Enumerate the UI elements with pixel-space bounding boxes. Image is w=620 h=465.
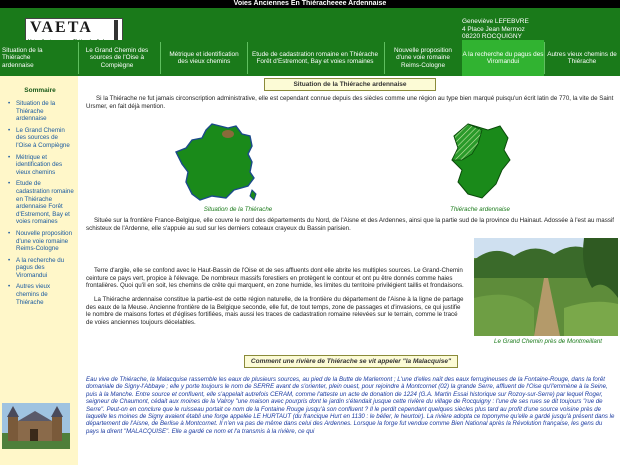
main-nav bbox=[0, 40, 620, 76]
page-heading: Situation de la Thiérache ardennaise bbox=[264, 78, 436, 91]
castle-image bbox=[2, 403, 70, 449]
section2-text: Eau vive de Thiérache, la Malacquise rassemble les eaux de plusieurs sources, au pied de la Butte de Marlemont ; L'une d'elles naît des eaux ferrugineuses de la Fontaine-Rouge, dans la forêt domaniale de Signy-l'Abbaye ; elle y porte toujours le nom de SERRE avant de s'orienter, plein ouest, pour rejoindre à Montcornet (02) la grande Serre, affluent de l'Oise qu'l'emmène à la Seine, puis à la Manche. Entre source et confluent, elle s'appelait autrefois CERAM, comme l'atteste un acte de donation de 1224 (G.A. Martin Essai historique sur Rozoy-sur-Serre) par lequel Roger, seigneur de Chaumont, cédait aux moines de la Valroy "une maison avec pourpris dont le jardin s'étendait jusque cette rivière du village de Rocquigny : l'une de ses rues se dit toujours "rue de Serre". Peut-on en conclure que le ruisseau portait ce nom de la Fontaine Rouge jusqu'à son confluent ? Il le perdit cependant quelques siècles plus tard au profit d'une source voisine près de laquelle les moines de Signy avaient établi une forge appelée LE HURTAUT (du francique Hurt en 1130 : le bélier, le heurtoir). La rivière adopta ce toponyme qu'elle a gardé jusqu'à présent dans le département de l'Aisne, de Berlise à Montcornet. Il n'en va pas de même dans celui des Ardennes. Lorsque la forge fut vendue comme Bien National après la Révolution française, les gens du pays la dirent "MALACQUISE". Elle a gardé ce nom et l'a transmis à la rivière, ce qui bbox=[86, 376, 615, 435]
nav-cadastration[interactable]: Etude de cadastration romaine en Thiérache Forêt d'Estremont, Bay et voies romaines bbox=[252, 50, 378, 65]
photo-caption: Le Grand Chemin près de Montmeillant bbox=[494, 338, 602, 345]
sidebar-item-metrique[interactable]: • Métrique et identification des vieux chemins bbox=[6, 154, 74, 177]
logo-name: VAETA bbox=[30, 19, 93, 36]
nav-voie-reims-cologne[interactable]: Nouvelle proposition d'une voie romaine Reims-Cologne bbox=[394, 46, 452, 69]
section2-heading: Comment une rivière de Thiérache se vit appeler "la Malacquise" bbox=[244, 355, 458, 368]
contact-name: Geneviève LEFEBVRE bbox=[462, 18, 529, 25]
nav-metrique[interactable]: Métrique et identification des vieux chemins bbox=[169, 50, 239, 65]
sidebar-item-situation[interactable]: • Situation de la Thiérache ardennaise bbox=[6, 100, 74, 123]
sidebar-item-autres[interactable]: • Autres vieux chemins de Thiérache bbox=[6, 283, 74, 306]
contact-address: 4 Place Jean Mermoz bbox=[462, 25, 525, 33]
france-map bbox=[172, 120, 264, 204]
sidebar-item-viromandui[interactable]: • A la recherche du pagus des Viromandui bbox=[6, 257, 74, 280]
main-content bbox=[78, 76, 620, 465]
region-map-caption: Thiérache ardennaise bbox=[450, 206, 510, 213]
sidebar-title: Sommaire bbox=[24, 87, 56, 94]
site-title-bar bbox=[0, 0, 620, 8]
region-map bbox=[438, 120, 516, 204]
paragraph-2: Située sur la frontière France-Belgique, elle couvre le nord des départements du Nord, de l'Aisne et des Ardennes, ainsi que la partie sud de la province du Hainaut. Adossée à l'est au massif schisteux de l'Ardenne, elle s'appuie au sud sur les derniers coteaux crayeux du Bassin parisien. bbox=[86, 217, 615, 232]
paragraph-3: Terre d'argile, elle se confond avec le Haut-Bassin de l'Oise et de ses affluents dont elle abrite les multiples sources. Le Grand-Chemin ceinture ce pays vert, propice à l'élevage. De nombreux massifs forestiers en protègent le contour et ont pu être donnés comme haies frontalières. Quoi qu'il en soit, les chemins de crête qui marquent, en zone humide, les limites du territoire privilégient taillis et frondaisons. bbox=[86, 267, 464, 290]
nav-autres-chemins[interactable]: Autres vieux chemins de Thiérache bbox=[547, 50, 617, 65]
contact-city: 08220 ROCQUIGNY bbox=[462, 33, 522, 41]
header bbox=[0, 8, 620, 40]
sidebar-list bbox=[6, 100, 74, 310]
sidebar-item-grand-chemin[interactable]: • Le Grand Chemin des sources de l'Oise à Compiègne bbox=[6, 127, 74, 150]
intro-paragraph: Si la Thiérache ne fut jamais circonscription administrative, elle est cependant connue depuis des siècles comme une région au type bien marqué puisqu'un écrit latin de 770, la vite de Saint Ursmer, en fait déjà mention. bbox=[86, 95, 614, 110]
site-title: Voies Anciennes En Thiéracheeee Ardennaise bbox=[233, 0, 387, 7]
grand-chemin-photo bbox=[474, 238, 618, 336]
sidebar-item-voie-reims[interactable]: • Nouvelle proposition d'une voie romaine Reims-Cologne bbox=[6, 230, 74, 253]
france-map-caption: Situation de la Thiérache bbox=[203, 206, 273, 213]
nav-viromandui[interactable]: A la recherche du pagus des Viromandui bbox=[462, 40, 544, 76]
sidebar bbox=[0, 76, 78, 465]
sidebar-item-cadastration[interactable]: • Etude de cadastration romaine en Thiérache ardennaise Forêt d'Estremont, Bay et voies romaines bbox=[6, 180, 74, 226]
nav-situation[interactable]: Situation de la Thiérache ardennaise bbox=[2, 46, 43, 69]
nav-grand-chemin[interactable]: Le Grand Chemin des sources de l'Oise à Compiègne bbox=[85, 46, 149, 69]
paragraph-4: La Thiérache ardennaise constitue la partie-est de cette région naturelle, de la frontière du département de l'Aisne à la ligne de partage des eaux de la Meuse. Ancienne frontière de la Belgique seconde, elle fut, de tout temps, zone de passages et d'invasions, ce qui justifie le nombre de maisons fortes et d'églises fortifiées, mais aussi les traces de cadastration romaine relevées sur le terrain, comme le tracé de voies anciennes toujours décelables. bbox=[86, 296, 464, 326]
